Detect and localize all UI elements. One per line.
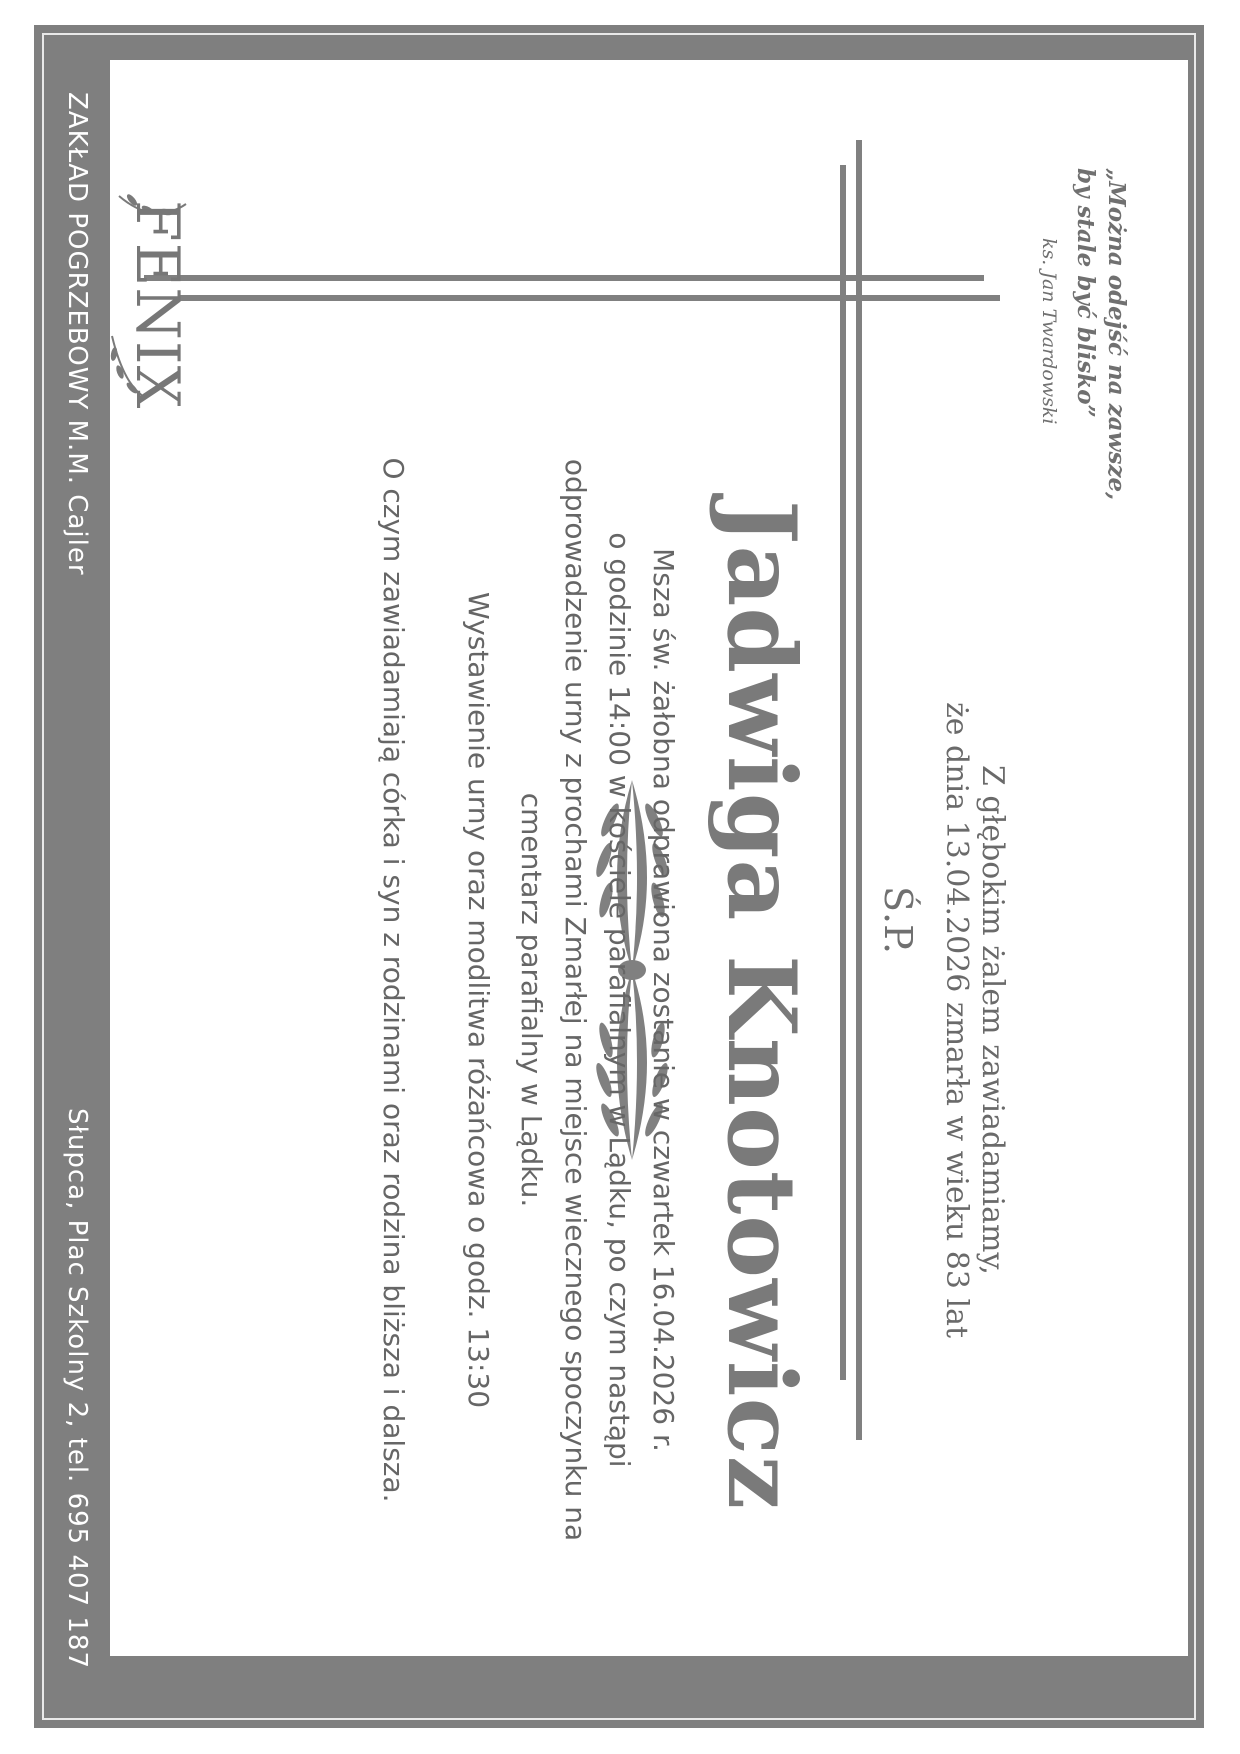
logo-text: FENIX <box>122 200 192 410</box>
title-sp: Ś.P. <box>876 885 920 955</box>
intro-text <box>938 640 1010 1400</box>
details-line-2: o godzinie 14:00 w kościele parafialnym w Lądku, po czym nastąpi <box>603 532 636 1468</box>
intro-line-2: że dnia 13.04.2026 zmarła w wieku 83 lat <box>939 701 974 1339</box>
funeral-home-address: Słupca, Plac Szkolny 2, tel. 695 407 187 <box>62 1108 92 1669</box>
details-line-3: odprowadzenie urny z prochami Zmarłej na miejsce wiecznego spoczynku na <box>559 458 592 1542</box>
closing-text: O czym zawiadamiają córka i syn z rodzinami oraz rodzina bliższa i dalsza. <box>377 457 410 1503</box>
quote <box>1070 168 1132 528</box>
quote-line-1: „Można odejść na zawsze, <box>1103 168 1130 501</box>
funeral-home-name: ZAKŁAD POGRZEBOWY M.M. Cajler <box>62 92 92 576</box>
quote-line-2: by stale być blisko” <box>1072 168 1099 418</box>
details-line-1: Msza św. żałobna odprawiona zostanie w czwartek 16.04.2026 r. <box>647 548 680 1452</box>
intro-line-1: Z głębokim żalem zawiadamiamy, <box>975 765 1010 1275</box>
funeral-home-logo <box>104 186 194 410</box>
deceased-name: Jadwiga Knotowicz <box>706 500 816 1511</box>
quote-author: ks. Jan Twardowski <box>1038 238 1060 425</box>
viewing-info: Wystawienie urny oraz modlitwa różańcowa o godz. 13:30 <box>462 591 495 1409</box>
details-line-4: cmentarz parafialny w Lądku. <box>515 792 548 1208</box>
funeral-details <box>509 440 685 1560</box>
